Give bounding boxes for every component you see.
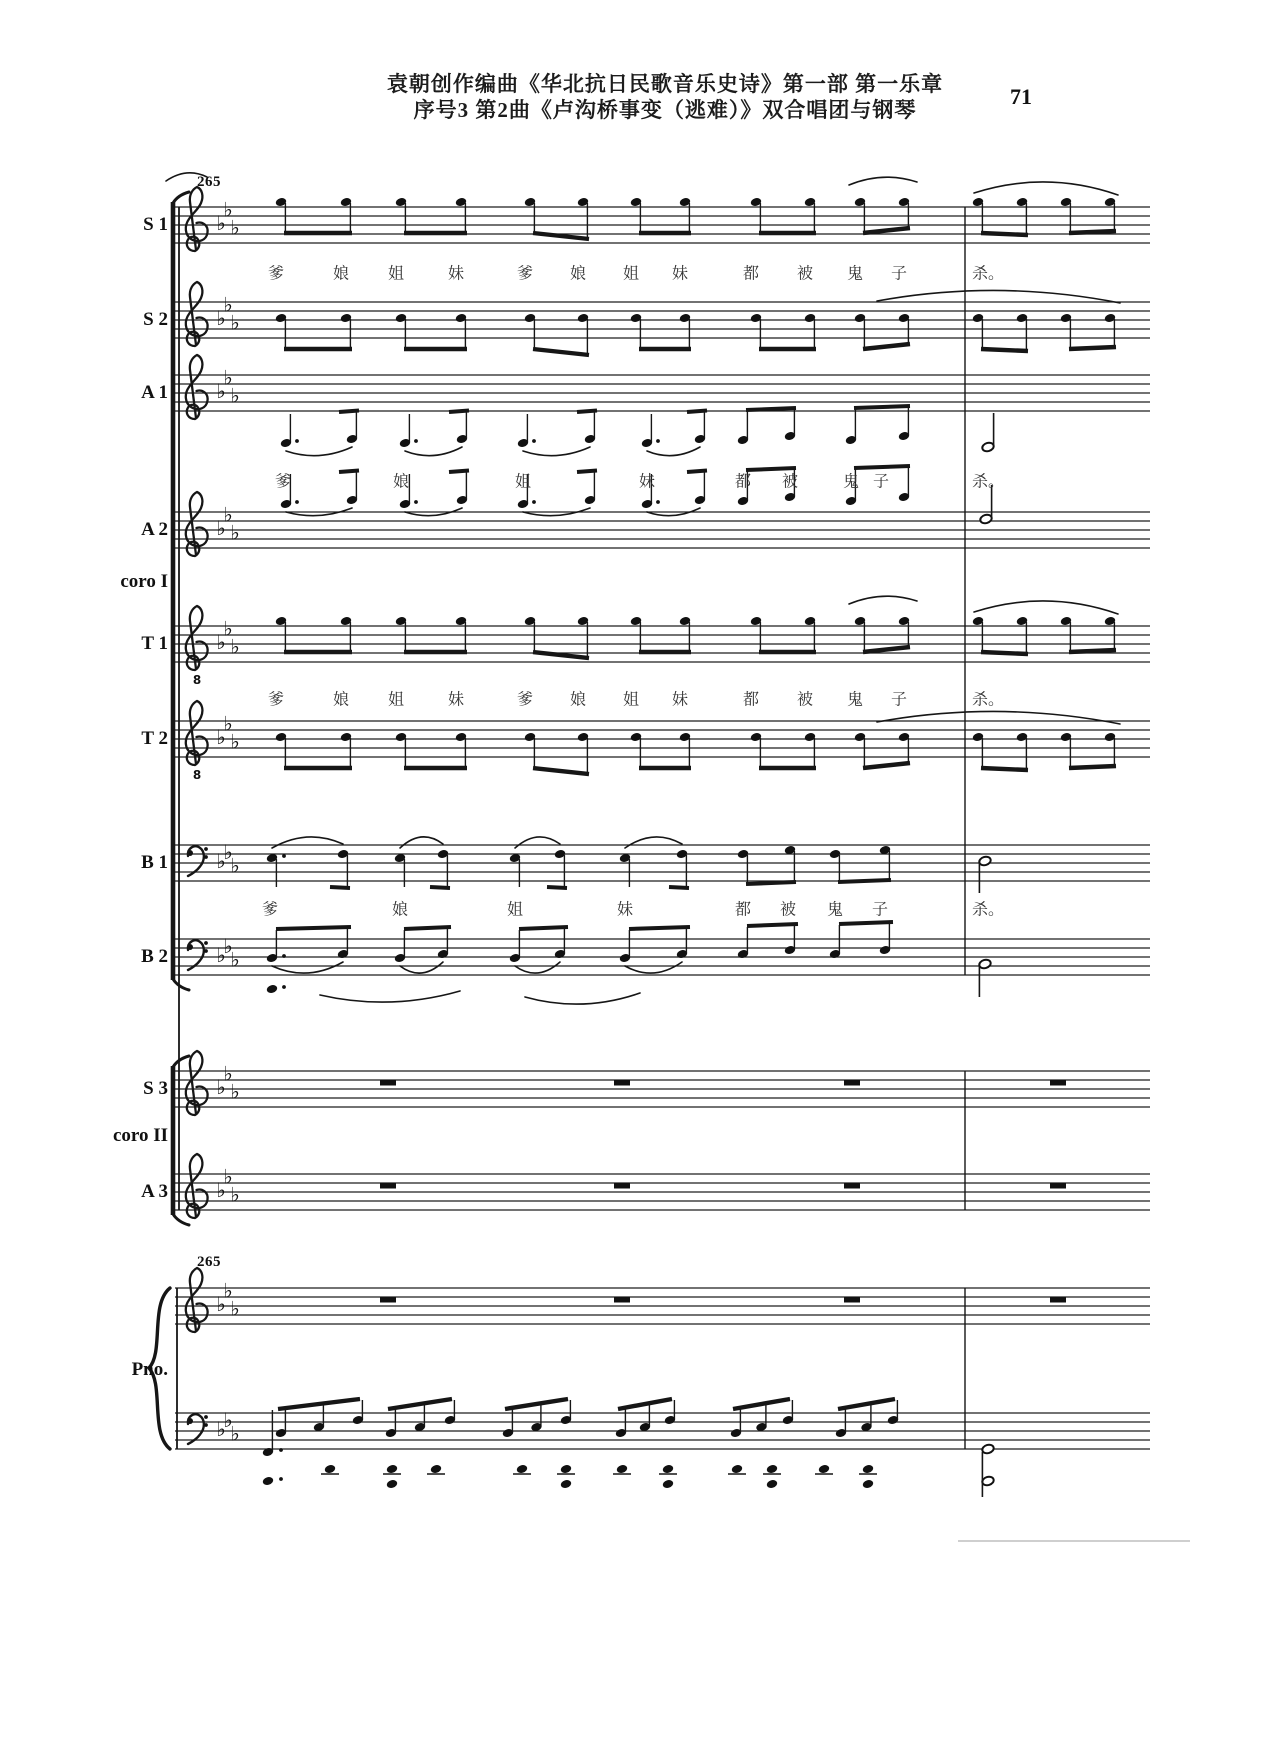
treble-clef-icon bbox=[186, 701, 208, 765]
treble-clef-icon bbox=[186, 1268, 208, 1332]
lyric-syllable: 妹 bbox=[616, 901, 634, 919]
t1-notes bbox=[275, 616, 1116, 658]
lyric-syllable: 姐 bbox=[387, 265, 405, 283]
lyric-syllable: 爹 bbox=[267, 691, 285, 709]
whole-rest bbox=[380, 1183, 396, 1189]
lyric-syllable: 姐 bbox=[622, 265, 640, 283]
whole-rest bbox=[614, 1297, 630, 1303]
staff-b1 bbox=[175, 845, 1150, 881]
lyric-syllable: 都 bbox=[742, 265, 760, 283]
lyric-syllable: 爹 bbox=[516, 691, 534, 709]
svg-text:♭: ♭ bbox=[223, 711, 233, 736]
svg-text:♭: ♭ bbox=[216, 306, 226, 330]
svg-text:♭: ♭ bbox=[223, 502, 233, 527]
treble-clef-icon bbox=[186, 1154, 208, 1218]
lyric-syllable-final: 杀。 bbox=[972, 901, 1005, 919]
svg-text:♭: ♭ bbox=[230, 520, 240, 545]
lyric-syllable-final: 杀。 bbox=[972, 691, 1005, 709]
key-signature-flats bbox=[216, 293, 239, 335]
lyric-syllable: 妹 bbox=[447, 691, 465, 709]
whole-rest bbox=[380, 1297, 396, 1303]
svg-text:♭: ♭ bbox=[230, 1079, 240, 1104]
svg-text:♭: ♭ bbox=[216, 943, 226, 967]
staff-s3 bbox=[175, 1071, 1150, 1107]
lyric-syllable: 姐 bbox=[622, 691, 640, 709]
measure-number-top: 265 bbox=[197, 174, 221, 190]
staff-t1 bbox=[175, 626, 1150, 662]
treble-clef-icon bbox=[186, 187, 208, 251]
lyric-syllable: 子 bbox=[890, 691, 908, 709]
lyric-syllable: 子 bbox=[872, 473, 890, 491]
staff-label-t2: T 2 bbox=[141, 728, 168, 749]
svg-text:♭: ♭ bbox=[230, 215, 240, 240]
key-signature-flats bbox=[216, 617, 239, 659]
staff-label-s3: S 3 bbox=[143, 1078, 168, 1099]
key-signature-flats bbox=[216, 1062, 239, 1104]
key-signature-flats bbox=[216, 1279, 239, 1321]
svg-text:♭: ♭ bbox=[223, 1061, 233, 1086]
lyric-syllable: 都 bbox=[734, 901, 752, 919]
lyric-syllable: 妹 bbox=[447, 265, 465, 283]
treble-clef-icon bbox=[186, 492, 208, 556]
whole-rest bbox=[844, 1183, 860, 1189]
svg-text:♭: ♭ bbox=[223, 616, 233, 641]
whole-rest bbox=[614, 1080, 630, 1086]
svg-text:♭: ♭ bbox=[216, 516, 226, 540]
staff-label-b1: B 1 bbox=[141, 852, 168, 873]
lyric-syllable: 都 bbox=[742, 691, 760, 709]
header-line-2: 序号3 第2曲《卢沟桥事变（逃难）》双合唱团与钢琴 bbox=[413, 98, 917, 122]
whole-rest bbox=[844, 1080, 860, 1086]
svg-text:♭: ♭ bbox=[230, 1421, 240, 1446]
key-signature-flats bbox=[216, 198, 239, 240]
staff-label-t1: T 1 bbox=[141, 633, 168, 654]
key-signature-flats bbox=[216, 366, 239, 408]
treble-clef-icon bbox=[186, 606, 208, 670]
svg-text:♭: ♭ bbox=[216, 849, 226, 873]
whole-rest bbox=[1050, 1297, 1066, 1303]
staff-label-a2: A 2 bbox=[141, 519, 168, 540]
s2-notes bbox=[275, 313, 1116, 355]
svg-text:♭: ♭ bbox=[223, 1408, 233, 1432]
page-number: 71 bbox=[1010, 84, 1032, 109]
svg-text:♭: ♭ bbox=[216, 1075, 226, 1099]
staff-label-a1: A 1 bbox=[141, 382, 168, 403]
svg-text:8: 8 bbox=[192, 768, 202, 782]
lyric-syllable: 都 bbox=[734, 473, 752, 491]
lyric-syllable-final: 杀。 bbox=[972, 265, 1005, 283]
svg-text:♭: ♭ bbox=[216, 379, 226, 403]
svg-text:♭: ♭ bbox=[223, 934, 233, 958]
lyric-syllable: 娘 bbox=[332, 265, 350, 283]
coro1-bracket bbox=[173, 192, 189, 990]
group-label-coro1: coro I bbox=[120, 571, 168, 592]
svg-text:♭: ♭ bbox=[223, 840, 233, 864]
svg-text:♭: ♭ bbox=[223, 1164, 233, 1189]
lyric-syllable: 娘 bbox=[392, 473, 410, 491]
lyric-syllable: 妹 bbox=[638, 473, 656, 491]
staff-a3 bbox=[175, 1174, 1150, 1210]
lyric-syllable: 鬼 bbox=[826, 901, 844, 919]
staff-label-b2: B 2 bbox=[141, 946, 168, 967]
staff-label-a3: A 3 bbox=[141, 1181, 168, 1202]
staff-s1 bbox=[175, 207, 1150, 243]
lyric-syllable: 被 bbox=[779, 901, 797, 919]
svg-text:♭: ♭ bbox=[230, 853, 240, 878]
treble-clef-icon bbox=[186, 282, 208, 346]
treble-clef-icon bbox=[186, 1051, 208, 1115]
header-line-1: 袁朝创作编曲《华北抗日民歌音乐史诗》第一部 第一乐章 bbox=[386, 72, 944, 96]
lyric-syllable: 鬼 bbox=[842, 473, 860, 491]
svg-text:♭: ♭ bbox=[223, 365, 233, 390]
piano-lh-notes bbox=[262, 1399, 995, 1497]
staff-label-pno: Pno. bbox=[131, 1359, 168, 1380]
lyric-syllable: 爹 bbox=[261, 901, 279, 919]
lyric-syllable: 鬼 bbox=[846, 265, 864, 283]
staff-label-s1: S 1 bbox=[143, 214, 168, 235]
svg-text:♭: ♭ bbox=[216, 630, 226, 654]
lyric-syllable: 娘 bbox=[332, 691, 350, 709]
lyric-syllable: 妹 bbox=[671, 265, 689, 283]
staff-t2 bbox=[175, 721, 1150, 757]
key-signature-flats bbox=[216, 503, 239, 545]
lyric-syllable: 被 bbox=[796, 265, 814, 283]
svg-text:♭: ♭ bbox=[230, 1182, 240, 1207]
treble-clef-icon bbox=[186, 355, 208, 419]
lyric-syllable: 被 bbox=[796, 691, 814, 709]
staff-pt bbox=[175, 1288, 1150, 1324]
key-signature-flats bbox=[216, 712, 239, 754]
svg-text:♭: ♭ bbox=[230, 1296, 240, 1321]
t2-notes bbox=[275, 732, 1116, 774]
svg-text:♭: ♭ bbox=[216, 1417, 226, 1441]
a1-notes bbox=[280, 406, 995, 456]
svg-text:♭: ♭ bbox=[230, 383, 240, 408]
svg-text:♭: ♭ bbox=[216, 211, 226, 235]
lyric-syllable: 爹 bbox=[516, 265, 534, 283]
lyric-syllable: 娘 bbox=[569, 265, 587, 283]
measure-number-piano: 265 bbox=[197, 1254, 221, 1270]
svg-text:♭: ♭ bbox=[223, 1278, 233, 1303]
svg-text:♭: ♭ bbox=[230, 729, 240, 754]
lyric-syllable: 鬼 bbox=[846, 691, 864, 709]
staff-b2 bbox=[175, 939, 1150, 975]
lyric-syllable: 妹 bbox=[671, 691, 689, 709]
lyric-syllable: 姐 bbox=[387, 691, 405, 709]
staff-pb bbox=[175, 1413, 1150, 1449]
lyric-syllable: 被 bbox=[781, 473, 799, 491]
staff-a1 bbox=[175, 375, 1150, 411]
lyric-syllable: 子 bbox=[890, 265, 908, 283]
lyric-syllable: 爹 bbox=[267, 265, 285, 283]
lyric-syllable: 姐 bbox=[506, 901, 524, 919]
whole-rest bbox=[1050, 1183, 1066, 1189]
key-signature-flats bbox=[216, 1165, 239, 1207]
svg-text:♭: ♭ bbox=[223, 197, 233, 222]
lyric-syllable: 娘 bbox=[569, 691, 587, 709]
b2-notes bbox=[266, 922, 992, 1004]
staff-label-s2: S 2 bbox=[143, 309, 168, 330]
staff-s2 bbox=[175, 302, 1150, 338]
svg-text:♭: ♭ bbox=[230, 634, 240, 659]
svg-text:♭: ♭ bbox=[216, 1292, 226, 1316]
whole-rest bbox=[614, 1183, 630, 1189]
lyric-syllable-final: 杀。 bbox=[972, 473, 1005, 491]
lyric-syllable: 娘 bbox=[391, 901, 409, 919]
svg-text:♭: ♭ bbox=[230, 947, 240, 972]
svg-text:♭: ♭ bbox=[223, 292, 233, 317]
lyric-syllable: 爹 bbox=[274, 473, 292, 491]
s1-notes bbox=[275, 197, 1116, 239]
lyric-syllable: 子 bbox=[871, 901, 889, 919]
svg-text:♭: ♭ bbox=[216, 725, 226, 749]
whole-rest bbox=[1050, 1080, 1066, 1086]
group-label-coro2: coro II bbox=[112, 1125, 168, 1146]
whole-rest bbox=[844, 1297, 860, 1303]
svg-text:♭: ♭ bbox=[230, 310, 240, 335]
svg-text:8: 8 bbox=[192, 673, 202, 687]
whole-rest bbox=[380, 1080, 396, 1086]
lyric-syllable: 姐 bbox=[514, 473, 532, 491]
staff-a2 bbox=[175, 512, 1150, 548]
svg-text:♭: ♭ bbox=[216, 1178, 226, 1202]
